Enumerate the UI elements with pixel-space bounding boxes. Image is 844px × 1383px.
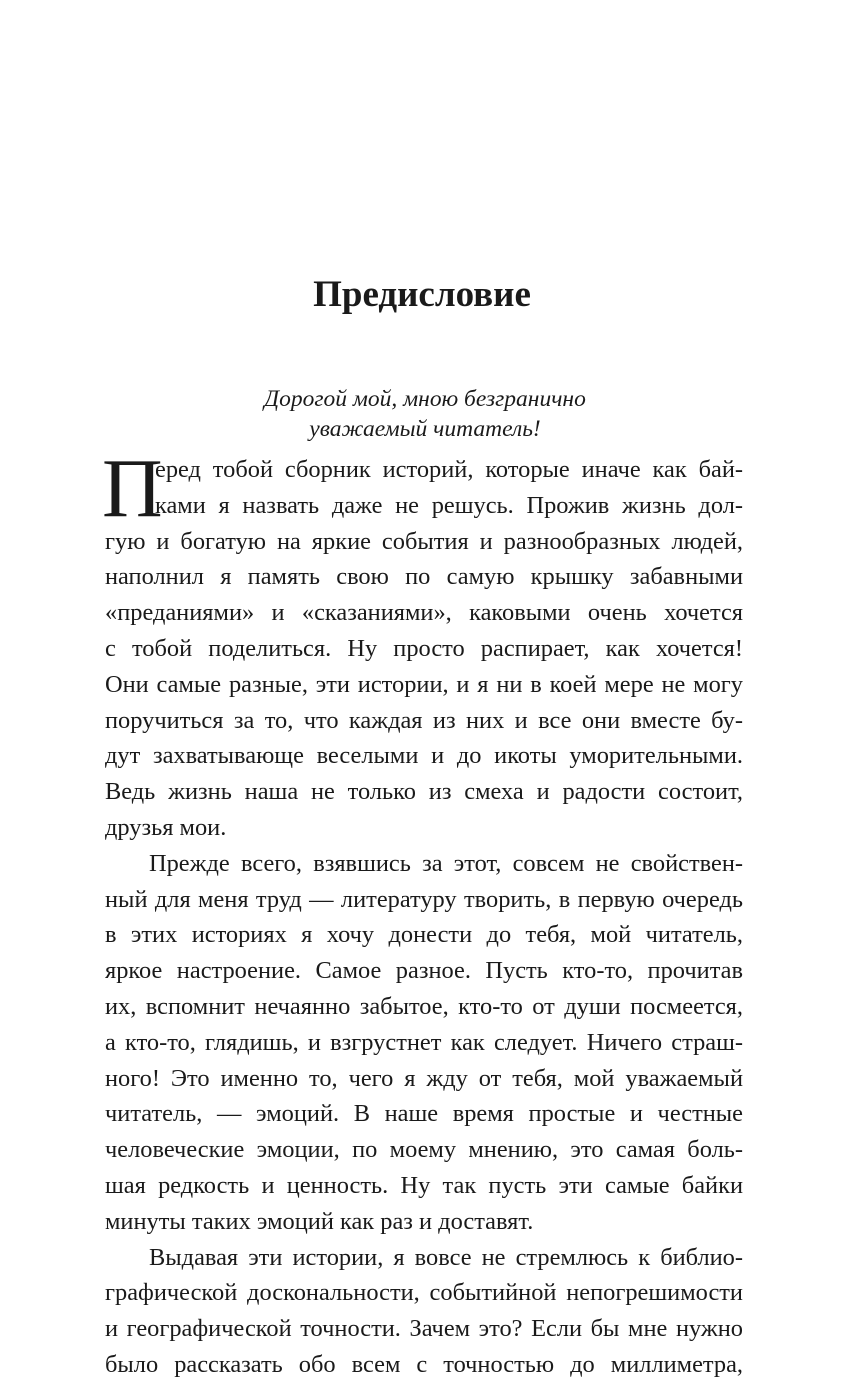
text-line: шая редкость и ценность. Ну так пусть эти самые байки [105, 1171, 743, 1199]
drop-cap: П [102, 442, 163, 535]
text-line: в этих историях я хочу донести до тебя, мой читатель, [105, 921, 743, 949]
text-line: ный для меня труд — литературу творить, в первую очередь [105, 885, 743, 913]
text-line: человеческие эмоции, по моему мнению, это самая боль- [105, 1136, 743, 1164]
text-line: яркое настроение. Самое разное. Пусть кто-то, прочитав [105, 957, 743, 985]
text-line: минуты таких эмоций как раз и доставят. [105, 1207, 534, 1235]
text-line: ного! Это именно то, чего я жду от тебя, мой уважаемый [105, 1064, 743, 1092]
text-line: читатель, — эмоций. В наше время простые и честные [105, 1100, 743, 1128]
text-line: Выдавая эти истории, я вовсе не стремлюсь к библио- [149, 1243, 743, 1271]
text-line: еред тобой сборник историй, которые иначе как бай- [155, 456, 743, 483]
text-line: Они самые разные, эти истории, и я ни в коей мере не могу [105, 670, 743, 698]
text-line: наполнил я память свою по самую крышку забавными [105, 563, 743, 591]
text-line: ками я назвать даже не решусь. Прожив жизнь дол- [155, 491, 743, 519]
text-line: графической доскональности, событийной непогрешимости [105, 1279, 743, 1307]
text-line: их, вспомнит нечаянно забытое, кто-то от души посмеется, [105, 992, 743, 1020]
text-line: дут захватывающе веселыми и до икоты уморительными. [105, 742, 743, 770]
text-line: а кто-то, глядишь, и взгрустнет как следует. Ничего страш- [105, 1028, 743, 1056]
text-line: Прежде всего, взявшись за этот, совсем не свойствен- [149, 849, 743, 877]
page-title: Предисловие [313, 274, 531, 315]
text-line: Ведь жизнь наша не только из смеха и радости состоит, [105, 778, 743, 806]
text-line: «преданиями» и «сказаниями», каковыми очень хочется [105, 599, 743, 627]
text-line: с тобой поделиться. Ну просто распирает, как хочется! [105, 634, 743, 662]
text-line: друзья мои. [105, 813, 227, 841]
text-line: было рассказать обо всем с точностью до миллиметра, [105, 1350, 743, 1378]
text-line: гую и богатую на яркие события и разнообразных людей, [105, 527, 743, 555]
text-line: поручиться за то, что каждая из них и все они вместе бу- [105, 706, 743, 734]
epigraph [230, 384, 620, 444]
body-text [102, 442, 743, 1383]
epigraph-line: Дорогой мой, мною безгранично [264, 386, 586, 412]
epigraph-line: уважаемый читатель! [309, 416, 541, 442]
text-line: и географической точности. Зачем это? Если бы мне нужно [105, 1315, 743, 1343]
